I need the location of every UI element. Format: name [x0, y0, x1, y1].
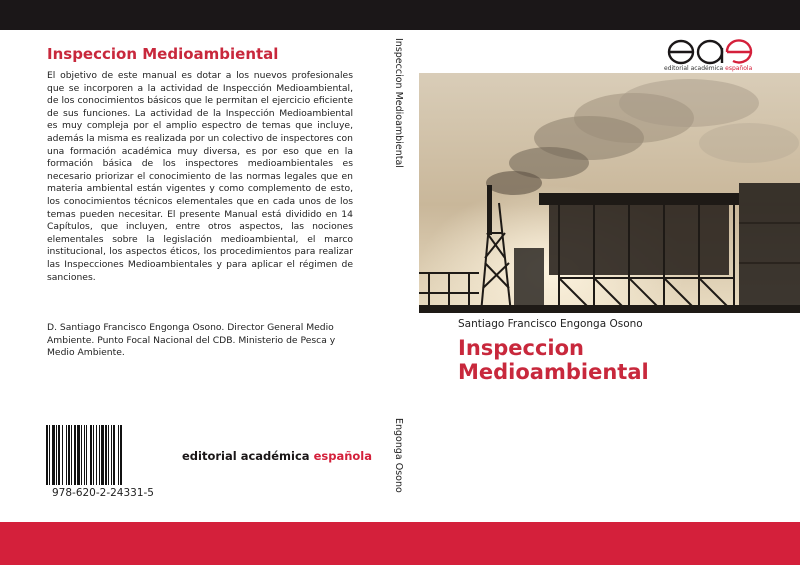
- isbn-number: 978-620-2-24331-5: [51, 487, 154, 499]
- top-bar: [0, 0, 800, 30]
- cover-photo: [419, 73, 800, 313]
- back-cover-blurb: El objetivo de este manual es dotar a los nuevos profesionales que se incorporen a la actividad de Inspección Medioambiental, de los conocimientos básicos que le permitan el ejercicio eficiente de sus funciones. La actividad de la Inspección Medioambiental es muy compleja por el amplio espectro de temas que incluye, además la misma es realizada por un colectivo de inspectores con una formación académica muy diversa, es por eso que en la formación básica de los inspectores medioambientales es necesario priorizar el conocimiento de las normas legales que en materia ambiental están vigentes y como complemento de esto, los conocimientos técnicos elementales que en cada unos de los temas pueden necesitar. El presente Manual está dividido en 14 Capítulos, que incluyen, entre otros aspectos, las nociones elementales sobre la legislación medioambiental, el marco institucional, los aspectos éticos, los procedimientos para realizar las Inspecciones Medioambientales y para aplicar el régimen de sanciones.: [47, 70, 353, 283]
- logo-caption-main: editorial académica: [664, 65, 726, 72]
- spine-author: Engonga Osono: [393, 418, 404, 493]
- publisher-name-accent: española: [313, 449, 373, 463]
- spine-title: Inspeccion Medioambiental: [393, 38, 404, 168]
- logo-caption: [664, 65, 752, 72]
- publisher-name-back: [182, 449, 372, 463]
- publisher-name-main: editorial académica: [182, 449, 314, 463]
- front-cover-author: Santiago Francisco Engonga Osono: [458, 318, 643, 330]
- barcode: [44, 425, 162, 485]
- author-bio: D. Santiago Francisco Engonga Osono. Director General Medio Ambiente. Punto Focal Nacional del CDB. Ministerio de Pesca y Medio Ambiente.: [47, 322, 336, 359]
- logo-caption-accent: española: [725, 65, 753, 72]
- back-cover-title: Inspeccion Medioambiental: [47, 45, 279, 63]
- front-cover-title: Inspeccion Medioambiental: [458, 336, 649, 384]
- bottom-bar: [0, 522, 800, 565]
